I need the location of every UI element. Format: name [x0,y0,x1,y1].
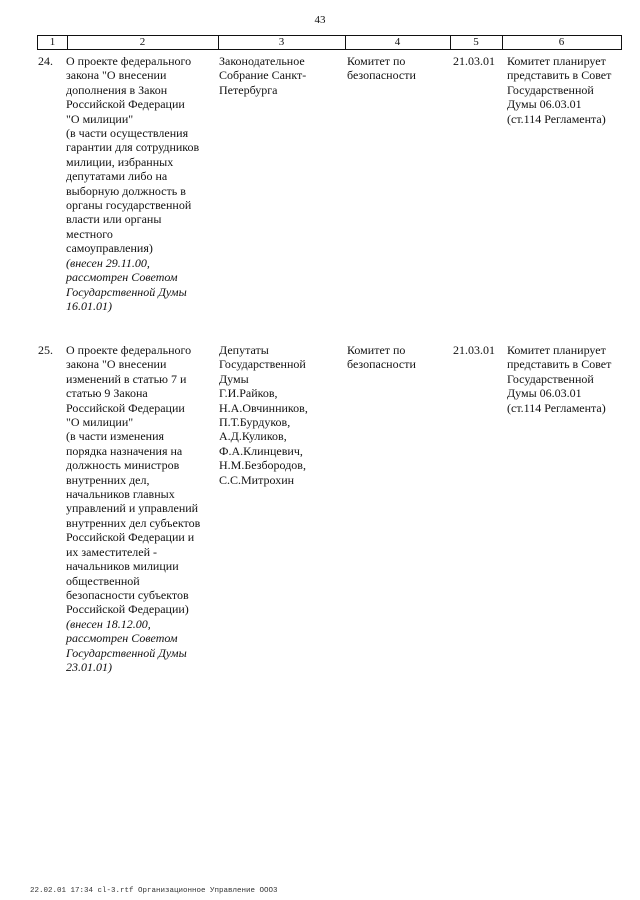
text-line: власти или органы [66,212,162,227]
text-line: безопасности [347,68,416,83]
text-line: Российской Федерации [66,400,185,415]
text-line: С.С.Митрохин [219,472,295,487]
bill-author [219,343,344,487]
table-header [37,35,622,50]
text-line: П.Т.Бурдуков, [219,415,291,430]
text-line: порядка назначения на [66,443,183,458]
text-line: Ф.А.Клинцевич, [219,443,303,458]
text-line: рассмотрен Советом [66,270,178,285]
text-line: (ст.114 Регламента) [507,111,606,126]
text-line: Собрание Санкт- [219,68,307,83]
bill-author [219,54,344,97]
bill-title [66,343,216,674]
text-line: Н.М.Безбородов, [219,458,306,473]
header-col-2: 2 [67,36,219,49]
text-line: Комитет планирует [507,343,606,357]
text-line: представить в Совет [507,357,612,372]
text-line: их заместителей - [66,544,158,559]
text-line: (внесен 18.12.00, [66,616,151,631]
text-line: Думы 06.03.01 [507,386,582,401]
text-line: Государственной Думы [66,645,187,660]
text-line: Комитет по [347,54,406,68]
text-line: 16.01.01) [66,298,112,313]
committee [347,343,447,372]
text-line: Законодательное [219,54,305,68]
text-line: Петербурга [219,82,278,97]
date: 21.03.01 [453,54,495,68]
text-line: закона "О внесении [66,357,167,372]
text-line: должность министров [66,458,180,473]
text-line: закона "О внесении [66,68,167,83]
text-line: местного [66,226,113,241]
text-line: Государственной [219,357,306,372]
page-number: 43 [314,14,326,26]
text-line: внутренних дел субъектов [66,515,201,530]
text-line: (внесен 29.11.00, [66,255,150,270]
text-line: изменений в статью 7 и [66,371,187,386]
text-line: "О милиции" [66,415,134,430]
header-col-3: 3 [218,36,346,49]
text-line: (ст.114 Регламента) [507,400,606,415]
text-line: самоуправления) [66,241,153,256]
text-line: общественной [66,573,140,588]
text-line: управлений и управлений [66,501,199,516]
text-line: органы государственной [66,198,192,213]
plan [507,54,625,126]
text-line: безопасности [347,357,416,372]
row-number: 25. [38,343,53,357]
text-line: начальников милиции [66,559,179,574]
committee [347,54,447,83]
text-line: внутренних дел, [66,472,150,487]
text-line: Думы [219,371,249,386]
text-line: Государственной Думы [66,284,187,299]
text-line: безопасности субъектов [66,587,189,602]
text-line: 23.01.01) [66,659,112,674]
text-line: начальников главных [66,487,175,502]
text-line: Комитет по [347,343,406,357]
text-line: Российской Федерации) [66,602,189,617]
text-line: А.Д.Куликов, [219,429,287,444]
text-line: (в части осуществления [66,126,189,141]
text-line: Думы 06.03.01 [507,97,582,112]
row-number: 24. [38,54,53,68]
footer-stamp: 22.02.01 17:34 cl-3.rtf Организационное Управление ООО3 [30,887,278,895]
header-col-4: 4 [345,36,451,49]
text-line: депутатами либо на [66,169,168,184]
header-col-6: 6 [558,36,565,48]
text-line: Комитет планирует [507,54,606,68]
text-line: Г.И.Райков, [219,386,278,401]
text-line: "О милиции" [66,111,134,126]
text-line: представить в Совет [507,68,612,83]
text-line: дополнения в Закон [66,82,168,97]
plan [507,343,625,415]
text-line: Российской Федерации [66,97,185,112]
header-col-5: 5 [450,36,503,49]
text-line: Государственной [507,371,594,386]
text-line: О проекте федерального [66,343,192,357]
text-line: милиции, избранных [66,154,174,169]
date: 21.03.01 [453,343,495,357]
text-line: выборную должность в [66,183,186,198]
text-line: статью 9 Закона [66,386,148,401]
text-line: О проекте федерального [66,54,192,68]
header-col-1: 1 [38,36,68,49]
text-line: Н.А.Овчинников, [219,400,308,415]
text-line: Депутаты [219,343,269,357]
text-line: Государственной [507,82,594,97]
text-line: рассмотрен Советом [66,631,178,646]
bill-title [66,54,216,313]
text-line: (в части изменения [66,429,165,444]
text-line: Российской Федерации и [66,530,195,545]
text-line: гарантии для сотрудников [66,140,200,155]
